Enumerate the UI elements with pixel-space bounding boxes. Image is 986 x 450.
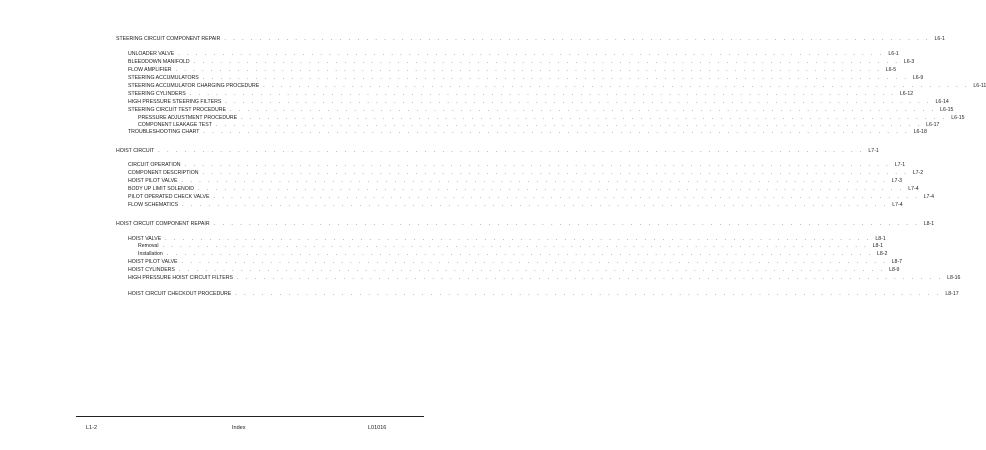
toc-entry xyxy=(138,243,884,250)
toc-entry-title: HIGH PRESSURE HOIST CIRCUIT FILTERS xyxy=(128,275,233,281)
toc-leader-dots: . . . . . . . . . . . . . . . . . . . . . . . . . . . . . . . . . . . . . . . . . . . . . . . . . . . . . . . . . . . . . . . . . . . . . . . . . . . . . . . . xyxy=(241,115,948,121)
toc-entry-title: STEERING ACCUMULATOR CHARGING PROCEDURE xyxy=(128,83,260,89)
toc-leader-dots: . . . . . . . . . . . . . . . . . . . . . . . . . . . . . . . . . . . . . . . . . . . . . . . . . . . . . . . . . . . . . . . . . . . . . . . . . . . . . . . . xyxy=(158,148,865,154)
toc-entry xyxy=(138,251,888,258)
toc-entry-page: L6-17 xyxy=(926,122,940,128)
toc-entry-title: HOIST CIRCUIT xyxy=(116,148,155,154)
toc-entry-page: L7-2 xyxy=(912,170,924,176)
toc-entry-page: L8-7 xyxy=(891,259,903,265)
toc-leader-dots: . . . . . . . . . . . . . . . . . . . . . . . . . . . . . . . . . . . . . . . . . . . . . . . . . . . . . . . . . . . . . . . . . . . . . . . . . . . . . . . . xyxy=(236,275,944,281)
toc-entry-page: L7-4 xyxy=(892,202,903,208)
toc-entry xyxy=(128,83,986,90)
toc-entry-page: L6-5 xyxy=(885,67,897,73)
toc-entry xyxy=(128,202,903,209)
toc-leader-dots: . . . . . . . . . . . . . . . . . . . . . . . . . . . . . . . . . . . . . . . . . . . . . . . . . . . . . . . . . . . . . . . . . . . . . . . . . . . . . . . . xyxy=(213,221,920,227)
footer-document-code: L01016 xyxy=(368,425,387,431)
toc-entry-page: L7-1 xyxy=(868,148,879,154)
toc-entry-title: STEERING ACCUMULATORS xyxy=(128,75,199,81)
toc-entry xyxy=(128,51,899,58)
toc-entry-page: L8-9 xyxy=(889,267,900,273)
toc-entry-page: L6-1 xyxy=(934,36,945,42)
toc-leader-dots: . . . . . . . . . . . . . . . . . . . . . . . . . . . . . . . . . . . . . . . . . . . . . . . . . . . . . . . . . . . . . . . . . . . . . . . . . . . . . . . . xyxy=(181,259,888,265)
footer-section-title: Index xyxy=(232,425,246,431)
toc-entry xyxy=(128,259,903,266)
toc-leader-dots: . . . . . . . . . . . . . . . . . . . . . . . . . . . . . . . . . . . . . . . . . . . . . . . . . . . . . . . . . . . . . . . . . . . . . . . . . . . . . . . . xyxy=(203,129,910,135)
toc-entry xyxy=(128,59,915,66)
toc-entry-title: HOIST CIRCUIT CHECKOUT PROCEDURE xyxy=(128,291,232,297)
toc-entry xyxy=(128,267,900,274)
toc-entry-title: STEERING CIRCUIT TEST PROCEDURE xyxy=(128,107,226,113)
toc-entry-page: L8-1 xyxy=(923,221,935,227)
toc-leader-dots: . . . . . . . . . . . . . . . . . . . . . . . . . . . . . . . . . . . . . . . . . . . . . . . . . . . . . . . . . . . . . . . . . . . . . . . . . . . . . . . . xyxy=(165,236,872,242)
toc-entry-title: COMPONENT LEAKAGE TEST xyxy=(138,122,212,128)
toc-leader-dots: . . . . . . . . . . . . . . . . . . . . . . . . . . . . . . . . . . . . . . . . . . . . . . . . . . . . . . . . . . . . . . . . . . . . . . . . . . . . . . . . xyxy=(175,67,882,73)
toc-entry-page: L6-9 xyxy=(912,75,924,81)
toc-entry-title: UNLOADER VALVE xyxy=(128,51,175,57)
toc-entry xyxy=(128,67,897,74)
toc-entry xyxy=(128,291,959,298)
footer-rule xyxy=(76,416,424,417)
toc-entry-title: PRESSURE ADJUSTMENT PROCEDURE xyxy=(138,115,238,121)
toc-entry-page: L6-15 xyxy=(940,107,954,113)
toc-entry-page: L6-3 xyxy=(903,59,915,65)
toc-leader-dots: . . . . . . . . . . . . . . . . . . . . . . . . . . . . . . . . . . . . . . . . . . . . . . . . . . . . . . . . . . . . . . . . . . . . . . . . . . . . . . . . xyxy=(224,36,931,42)
toc-entry-page: L7-4 xyxy=(923,194,935,200)
toc-entry-page: L6-12 xyxy=(899,91,914,97)
toc-entry xyxy=(128,129,927,136)
toc-entry xyxy=(128,162,906,169)
toc-entry-page: L8-17 xyxy=(945,291,959,297)
toc-leader-dots: . . . . . . . . . . . . . . . . . . . . . . . . . . . . . . . . . . . . . . . . . . . . . . . . . . . . . . . . . . . . . . . . . . . . . . . . . . . . . . . . xyxy=(225,99,932,105)
toc-leader-dots: . . . . . . . . . . . . . . . . . . . . . . . . . . . . . . . . . . . . . . . . . . . . . . . . . . . . . . . . . . . . . . . . . . . . . . . . . . . . . . . . xyxy=(202,75,909,81)
toc-entry xyxy=(128,170,924,177)
toc-entry xyxy=(138,122,940,129)
toc-entry xyxy=(128,236,886,243)
toc-entry xyxy=(128,194,935,201)
toc-entry xyxy=(138,115,965,122)
toc-entry-title: FLOW SCHEMATICS xyxy=(128,202,179,208)
toc-leader-dots: . . . . . . . . . . . . . . . . . . . . . . . . . . . . . . . . . . . . . . . . . . . . . . . . . . . . . . . . . . . . . . . . . . . . . . . . . . . . . . . . xyxy=(189,91,896,97)
toc-entry xyxy=(128,275,961,282)
toc-entry-title: STEERING CIRCUIT COMPONENT REPAIR xyxy=(116,36,221,42)
toc-leader-dots: . . . . . . . . . . . . . . . . . . . . . . . . . . . . . . . . . . . . . . . . . . . . . . . . . . . . . . . . . . . . . . . . . . . . . . . . . . . . . . . . xyxy=(213,194,920,200)
toc-entry-title: STEERING CYLINDERS xyxy=(128,91,186,97)
toc-entry-title: HOIST VALVE xyxy=(128,236,162,242)
toc-entry-title: CIRCUIT OPERATION xyxy=(128,162,181,168)
toc-leader-dots: . . . . . . . . . . . . . . . . . . . . . . . . . . . . . . . . . . . . . . . . . . . . . . . . . . . . . . . . . . . . . . . . . . . . . . . . . . . . . . . . xyxy=(178,51,885,57)
toc-leader-dots: . . . . . . . . . . . . . . . . . . . . . . . . . . . . . . . . . . . . . . . . . . . . . . . . . . . . . . . . . . . . . . . . . . . . . . . . . . . . . . . . xyxy=(198,186,905,192)
toc-entry-title: COMPONENT DESCRIPTION xyxy=(128,170,199,176)
toc-entry-title: BLEEDDOWN MANIFOLD xyxy=(128,59,190,65)
toc-entry-page: L8-16 xyxy=(947,275,961,281)
toc-leader-dots: . . . . . . . . . . . . . . . . . . . . . . . . . . . . . . . . . . . . . . . . . . . . . . . . . . . . . . . . . . . . . . . . . . . . . . . . . . . . . . . . xyxy=(166,251,873,257)
footer-page-number: L1-2 xyxy=(86,425,98,431)
toc-entry-page: L6-11 xyxy=(973,83,986,89)
toc-leader-dots: . . . . . . . . . . . . . . . . . . . . . . . . . . . . . . . . . . . . . . . . . . . . . . . . . . . . . . . . . . . . . . . . . . . . . . . . . . . . . . . . xyxy=(263,83,970,89)
toc-leader-dots: . . . . . . . . . . . . . . . . . . . . . . . . . . . . . . . . . . . . . . . . . . . . . . . . . . . . . . . . . . . . . . . . . . . . . . . . . . . . . . . . xyxy=(181,178,888,184)
toc-entry-page: L7-1 xyxy=(894,162,906,168)
toc-entry xyxy=(116,221,935,228)
toc-leader-dots: . . . . . . . . . . . . . . . . . . . . . . . . . . . . . . . . . . . . . . . . . . . . . . . . . . . . . . . . . . . . . . . . . . . . . . . . . . . . . . . . xyxy=(235,291,942,297)
toc-entry-title: PILOT OPERATED CHECK VALVE xyxy=(128,194,210,200)
toc-entry-title: TROUBLESHOOTING CHART xyxy=(128,129,200,135)
toc-leader-dots: . . . . . . . . . . . . . . . . . . . . . . . . . . . . . . . . . . . . . . . . . . . . . . . . . . . . . . . . . . . . . . . . . . . . . . . . . . . . . . . . xyxy=(178,267,886,273)
toc-entry-title: HOIST PILOT VALVE xyxy=(128,259,178,265)
toc-leader-dots: . . . . . . . . . . . . . . . . . . . . . . . . . . . . . . . . . . . . . . . . . . . . . . . . . . . . . . . . . . . . . . . . . . . . . . . . . . . . . . . . xyxy=(230,107,937,113)
toc-entry xyxy=(128,75,924,82)
toc-leader-dots: . . . . . . . . . . . . . . . . . . . . . . . . . . . . . . . . . . . . . . . . . . . . . . . . . . . . . . . . . . . . . . . . . . . . . . . . . . . . . . . . xyxy=(182,202,889,208)
toc-entry xyxy=(116,148,879,155)
toc-entry-title: FLOW AMPLIFIER xyxy=(128,67,172,73)
toc-leader-dots: . . . . . . . . . . . . . . . . . . . . . . . . . . . . . . . . . . . . . . . . . . . . . . . . . . . . . . . . . . . . . . . . . . . . . . . . . . . . . . . . xyxy=(184,162,891,168)
toc-leader-dots: . . . . . . . . . . . . . . . . . . . . . . . . . . . . . . . . . . . . . . . . . . . . . . . . . . . . . . . . . . . . . . . . . . . . . . . . . . . . . . . . xyxy=(215,122,923,128)
toc-entry xyxy=(128,91,914,98)
toc-entry xyxy=(128,186,919,193)
toc-entry-page: L6-15 xyxy=(951,115,965,121)
toc-entry-title: HOIST CIRCUIT COMPONENT REPAIR xyxy=(116,221,210,227)
toc-entry xyxy=(128,99,949,106)
toc-entry-title: HOIST CYLINDERS xyxy=(128,267,175,273)
toc-entry-title: Removal xyxy=(138,243,159,249)
toc-entry xyxy=(128,107,954,114)
toc-entry xyxy=(116,36,945,43)
toc-entry-page: L7-3 xyxy=(891,178,903,184)
toc-entry-page: L6-18 xyxy=(913,129,927,135)
toc-entry-page: L6-1 xyxy=(888,51,899,57)
toc-entry-title: BODY UP LIMIT SOLENOID xyxy=(128,186,195,192)
toc-leader-dots: . . . . . . . . . . . . . . . . . . . . . . . . . . . . . . . . . . . . . . . . . . . . . . . . . . . . . . . . . . . . . . . . . . . . . . . . . . . . . . . . xyxy=(162,243,869,249)
toc-entry-title: HOIST PILOT VALVE xyxy=(128,178,178,184)
toc-entry-title: Installation xyxy=(138,251,163,257)
toc-leader-dots: . . . . . . . . . . . . . . . . . . . . . . . . . . . . . . . . . . . . . . . . . . . . . . . . . . . . . . . . . . . . . . . . . . . . . . . . . . . . . . . . xyxy=(193,59,900,65)
toc-entry-page: L8-1 xyxy=(875,236,886,242)
toc-entry-title: HIGH PRESSURE STEERING FILTERS xyxy=(128,99,222,105)
toc-entry-page: L6-14 xyxy=(935,99,949,105)
toc-entry-page: L8-1 xyxy=(872,243,884,249)
toc-entry xyxy=(128,178,903,185)
toc-entry-page: L7-4 xyxy=(908,186,919,192)
toc-entry-page: L8-2 xyxy=(876,251,888,257)
toc-leader-dots: . . . . . . . . . . . . . . . . . . . . . . . . . . . . . . . . . . . . . . . . . . . . . . . . . . . . . . . . . . . . . . . . . . . . . . . . . . . . . . . . xyxy=(202,170,909,176)
